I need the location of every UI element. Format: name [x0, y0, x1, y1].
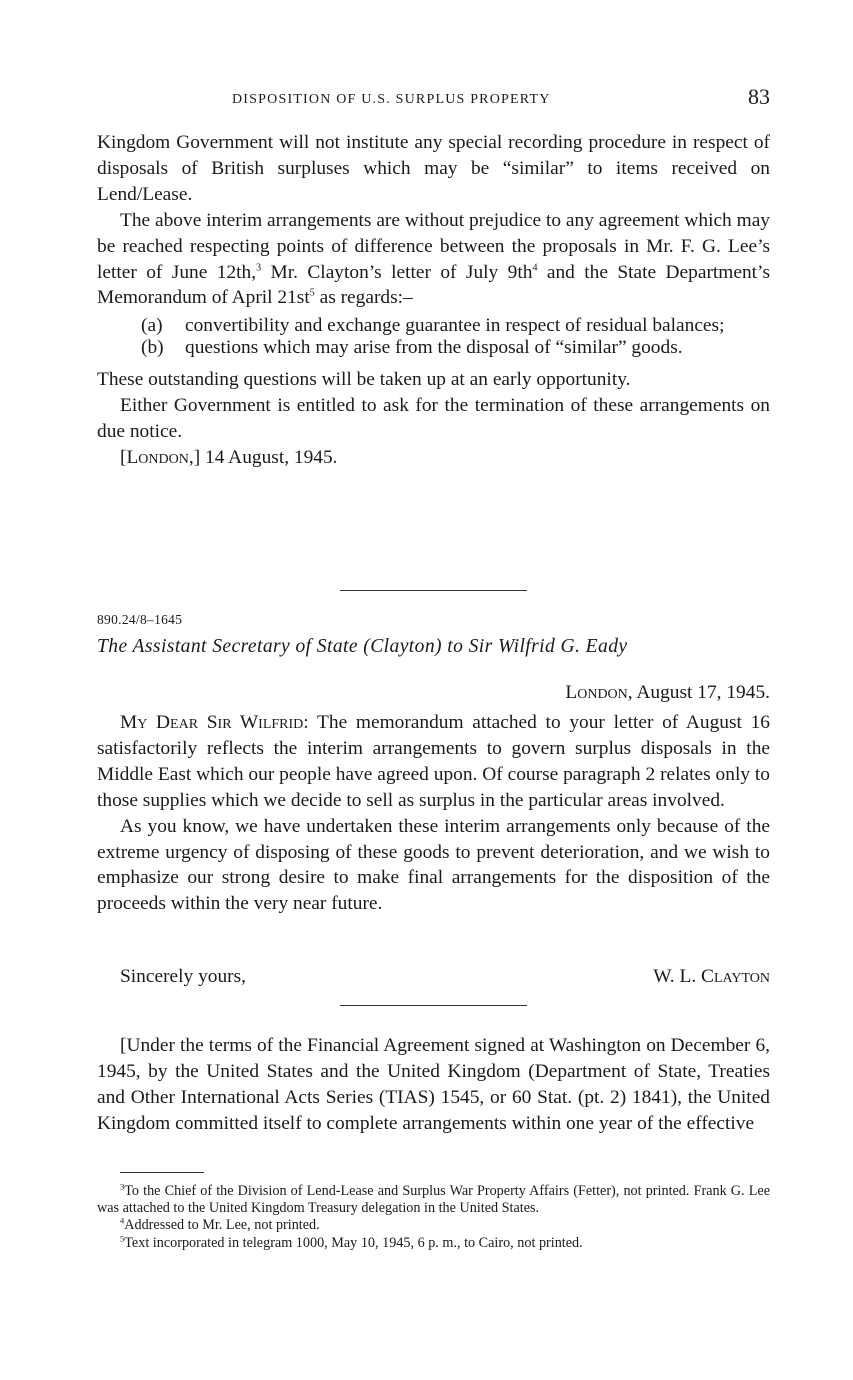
- list-item-b: (b) questions which may arise from the disposal of “similar” goods.: [141, 337, 683, 359]
- footnote-5: $^5$Text incorporated in telegram 1000, May 10, 1945, 6 p. m., to Cairo, not printed.: [120, 1232, 583, 1251]
- document-heading: The Assistant Secretary of State (Clayton) to Sir Wilfrid G. Eady: [97, 636, 628, 657]
- letter-closing: [97, 966, 770, 994]
- paragraph-2: The above interim arrangements are without prejudice to any agreement which may be reached respecting points of difference between the proposals in Mr. F. G. Lee’s letter of June 12th,$^3$ Mr. Clayton’s letter of July $9th^4$ and the State Department’s Memorandum of April $21st^5$ as regards:–: [97, 209, 770, 309]
- letter-paragraph-1: My Dear Sir Wilfrid: The memorandum attached to your letter of August 16 satisfactorily reflects the interim arrangements to govern surplus disposals in the Middle East which our people have agreed upon. Of course paragraph 2 relates only to those supplies which we decide to sell as surplus in the particular areas involved.: [97, 712, 770, 811]
- editorial-note: [97, 1033, 770, 1137]
- footnote-4: $^4$Addressed to Mr. Lee, not printed.: [120, 1215, 320, 1234]
- letter-body: [97, 710, 770, 917]
- section-divider: [340, 590, 527, 591]
- memorandum-date: [London,] 14 August, 1945.: [120, 447, 338, 469]
- signature: W. L. Clayton: [653, 966, 770, 987]
- complimentary-close: Sincerely yours,: [120, 966, 247, 987]
- footnote-rule: [120, 1172, 204, 1173]
- editorial-note-text: [Under the terms of the Financial Agreement signed at Washington on December 6, 1945, by the United States and the United Kingdom (Department of State, Treaties and Other International Acts Series (TIAS) 1545, or 60 Stat. (pt. 2) 1841), the United Kingdom committed itself to complete arrangements within one year of the effective: [97, 1035, 770, 1134]
- footnote-3: $^3$To the Chief of the Division of Lend-Lease and Surplus War Property Affairs (Fetter), not printed. Frank G. Lee was attached to the United Kingdom Treasury delegation in the United States.: [97, 1181, 770, 1217]
- list-item-a: (a) convertibility and exchange guarantee in respect of residual balances;: [141, 315, 725, 337]
- running-head: [97, 84, 770, 114]
- letter-paragraph-2: As you know, we have undertaken these interim arrangements only because of the extreme urgency of disposing of these goods to prevent deterioration, and we wish to emphasize our strong desire to make final arrangements for the disposition of the proceeds within the very near future.: [97, 815, 770, 915]
- salutation: My Dear Sir Wilfrid:: [120, 712, 309, 733]
- paragraph-4: Either Government is entitled to ask for the termination of these arrangements on due notice.: [97, 395, 770, 443]
- dateline: London, August 17, 1945.: [565, 682, 770, 703]
- file-number: 890.24/8–1645: [97, 612, 183, 627]
- section-divider-2: [340, 1005, 527, 1006]
- footnote-ref-3: 3: [256, 262, 262, 274]
- paragraph-3: These outstanding questions will be taken up at an early opportunity.: [97, 369, 631, 391]
- footnote-ref-4: 4: [532, 262, 538, 274]
- section-memorandum-end: [97, 130, 770, 471]
- paragraph-1: Kingdom Government will not institute any special recording procedure in respect of disposals of British surpluses which may be “similar” to items received on Lend/Lease.: [97, 132, 770, 205]
- running-title: DISPOSITION OF U.S. SURPLUS PROPERTY: [232, 92, 551, 107]
- page-number: 83: [748, 84, 770, 109]
- footnotes: [97, 1183, 770, 1252]
- footnote-ref-5: 5: [309, 287, 315, 299]
